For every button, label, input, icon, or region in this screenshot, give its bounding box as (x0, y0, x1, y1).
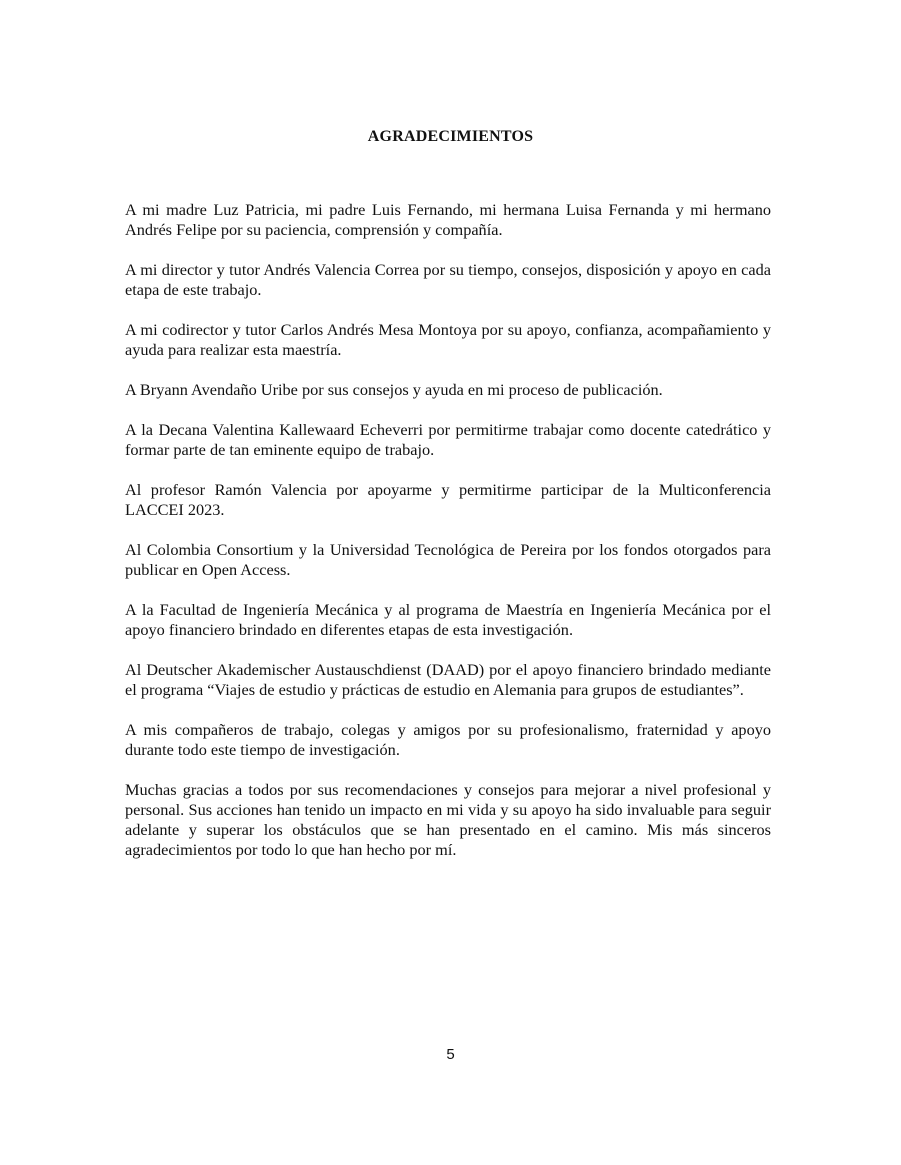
paragraph-faculty: A la Facultad de Ingeniería Mecánica y al programa de Maestría en Ingeniería Mecánica por el apoyo financiero brindado en diferentes etapas de esta investigación. (125, 600, 771, 639)
paragraph-director: A mi director y tutor Andrés Valencia Correa por su tiempo, consejos, disposición y apoyo en cada etapa de este trabajo. (125, 260, 771, 299)
paragraph-codirector: A mi codirector y tutor Carlos Andrés Mesa Montoya por su apoyo, confianza, acompañamiento y ayuda para realizar esta maestría. (125, 320, 771, 359)
page-title: AGRADECIMIENTOS (367, 128, 534, 145)
paragraph-family: A mi madre Luz Patricia, mi padre Luis Fernando, mi hermana Luisa Fernanda y mi hermano Andrés Felipe por su paciencia, comprensión y compañía. (125, 200, 771, 239)
paragraph-closing: Muchas gracias a todos por sus recomendaciones y consejos para mejorar a nivel profesional y personal. Sus acciones han tenido un impacto en mi vida y su apoyo ha sido invaluable para seguir adelante y superar los obstáculos que se han presentado en el camino. Mis más sinceros agradecimientos por todo lo que han hecho por mí. (125, 780, 771, 859)
paragraph-publication-help: A Bryann Avendaño Uribe por sus consejos y ayuda en mi proceso de publicación. (125, 380, 663, 399)
paragraph-professor: Al profesor Ramón Valencia por apoyarme y permitirme participar de la Multiconferencia LACCEI 2023. (125, 480, 771, 519)
page-number: 5 (446, 1046, 455, 1063)
paragraph-daad: Al Deutscher Akademischer Austauschdienst (DAAD) por el apoyo financiero brindado mediante el programa “Viajes de estudio y prácticas de estudio en Alemania para grupos de estudiantes”. (125, 660, 771, 699)
paragraph-consortium: Al Colombia Consortium y la Universidad Tecnológica de Pereira por los fondos otorgados para publicar en Open Access. (125, 540, 771, 579)
paragraph-dean: A la Decana Valentina Kallewaard Echeverri por permitirme trabajar como docente catedrático y formar parte de tan eminente equipo de trabajo. (125, 420, 771, 459)
paragraph-colleagues: A mis compañeros de trabajo, colegas y amigos por su profesionalismo, fraternidad y apoyo durante todo este tiempo de investigación. (125, 720, 771, 759)
acknowledgements-body (125, 200, 771, 880)
